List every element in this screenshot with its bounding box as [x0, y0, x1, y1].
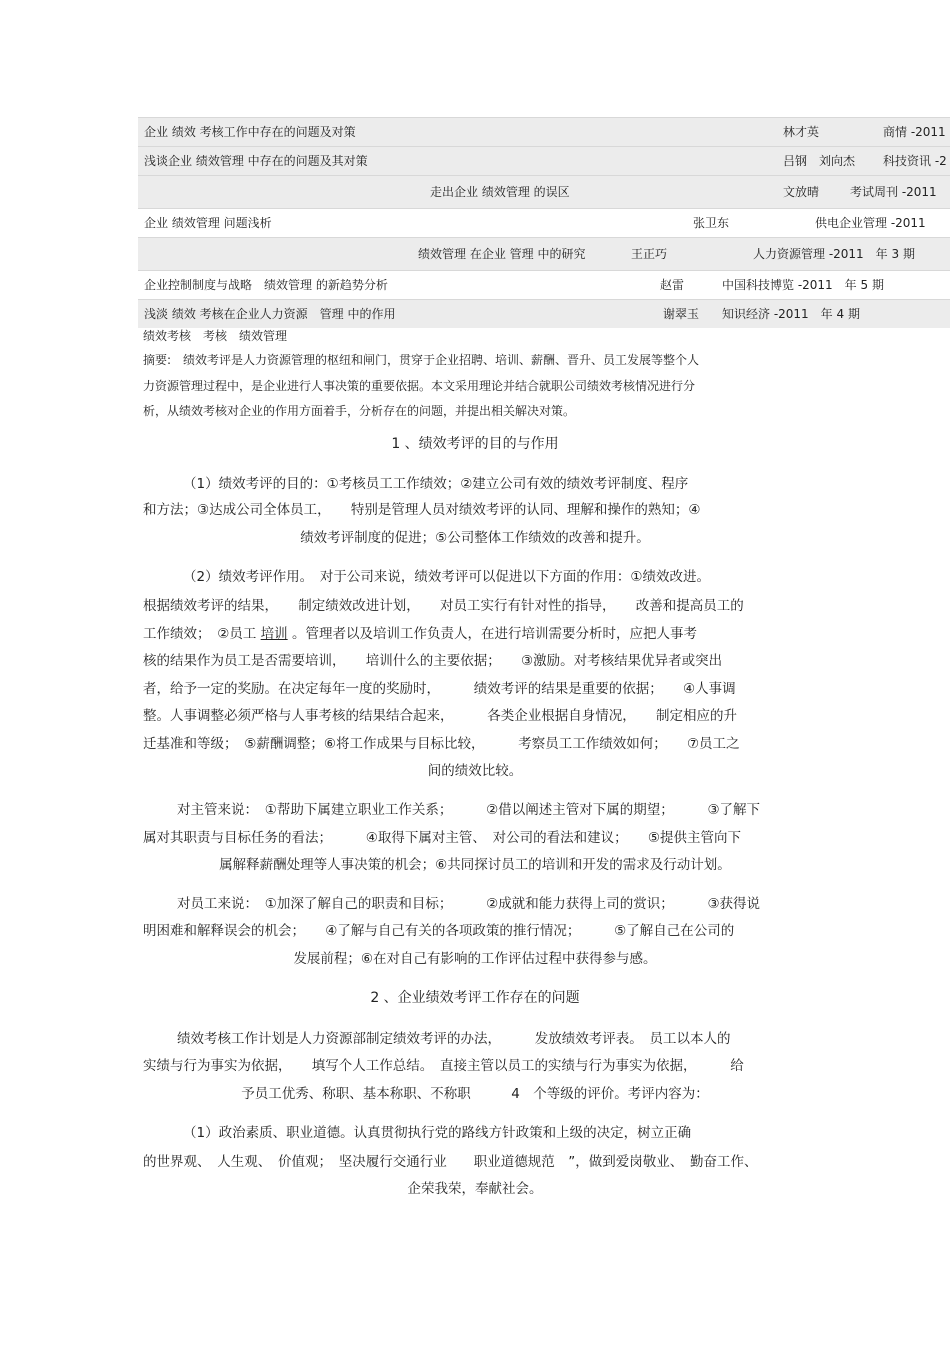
reference-row: [138, 299, 950, 328]
reference-source: 商情 -2011: [883, 125, 946, 139]
paragraph-line: 整。人事调整必须严格与人事考核的结果结合起来， 各类企业根据自身情况， 制定相应的升: [143, 708, 737, 724]
paragraph-line: 和方法；③达成公司全体员工， 特别是管理人员对绩效考评的认同、理解和操作的熟知；④: [143, 502, 701, 518]
text-run: 工作绩效； ②员工: [143, 626, 261, 642]
reference-author: 谢翠玉: [663, 307, 700, 321]
paragraph-line: （1）政治素质、职业道德。认真贯彻执行党的路线方针政策和上级的决定，树立正确: [183, 1125, 692, 1141]
reference-row: [138, 175, 950, 208]
reference-author: 吕钢 刘向杰: [783, 154, 856, 168]
reference-row: [138, 237, 950, 270]
reference-source: 供电企业管理 -2011: [815, 216, 926, 230]
paragraph-line: 明困难和解释误会的机会； ④了解与自己有关的各项政策的推行情况； ⑤了解自己在公司的: [143, 923, 735, 939]
paragraph-line: 迁基准和等级； ⑤薪酬调整；⑥将工作成果与目标比较， 考察员工工作绩效如何； ⑦员工之: [143, 736, 740, 752]
reference-author: 王正巧: [631, 247, 668, 261]
text-run: 。管理者以及培训工作负责人，在进行培训需要分析时，应把人事考: [287, 626, 697, 642]
paragraph-line: 实绩与行为事实为依据， 填写个人工作总结。 直接主管以员工的实绩与行为事实为依据， 给: [143, 1058, 744, 1074]
paragraph-line: （2）绩效考评作用。 对于公司来说，绩效考评可以促进以下方面的作用：①绩效改进。: [183, 569, 710, 585]
reference-source: 知识经济 -2011 年 4 期: [722, 307, 860, 321]
paragraph-line: 者，给予一定的奖励。在决定每年一度的奖励时， 绩效考评的结果是重要的依据； ④人事调: [143, 681, 736, 697]
paragraph-line: 予员工优秀、称职、基本称职、不称职 4 个等级的评价。考评内容为：: [241, 1086, 709, 1102]
reference-title: 浅淡 绩效 考核在企业人力资源 管理 中的作用: [144, 307, 396, 321]
paragraph-line: 对主管来说： ①帮助下属建立职业工作关系； ②借以阐述主管对下属的期望； ③了解下: [177, 802, 761, 818]
reference-source: 中国科技博览 -2011 年 5 期: [722, 278, 884, 292]
reference-author: 文放晴: [783, 185, 820, 199]
paragraph-line: 绩效考核工作计划是人力资源部制定绩效考评的办法， 发放绩效考评表。 员工以本人的: [177, 1031, 731, 1047]
reference-title: 走出企业 绩效管理 的误区: [430, 185, 570, 199]
reference-source: 科技资讯 -2: [883, 154, 947, 168]
reference-author: 赵雷: [660, 278, 685, 292]
paragraph-line: 间的绩效比较。: [427, 763, 523, 779]
reference-author: 林才英: [783, 125, 820, 139]
paragraph-line: 企荣我荣，奉献社会。: [407, 1181, 543, 1197]
reference-row: [138, 208, 950, 237]
paragraph-line: 发展前程；⑥在对自己有影响的工作评估过程中获得参与感。: [293, 951, 657, 967]
paragraph-line: 根据绩效考评的结果， 制定绩效改进计划， 对员工实行有针对性的指导， 改善和提高员工的: [143, 598, 744, 614]
paragraph-line: 对员工来说： ①加深了解自己的职责和目标； ②成就和能力获得上司的赏识； ③获得说: [177, 896, 761, 912]
training-link[interactable]: 培训: [260, 626, 288, 642]
reference-author: 张卫东: [693, 216, 730, 230]
keywords: 绩效考核 考核 绩效管理: [143, 329, 288, 343]
reference-source: 考试周刊 -2011: [850, 185, 937, 199]
reference-title: 浅谈企业 绩效管理 中存在的问题及其对策: [144, 154, 368, 168]
reference-row: [138, 270, 950, 299]
reference-title: 企业控制制度与战略 绩效管理 的新趋势分析: [144, 278, 388, 292]
paragraph-line: （1）绩效考评的目的：①考核员工工作绩效；②建立公司有效的绩效考评制度、程序: [183, 476, 689, 492]
reference-row: [138, 146, 950, 175]
paragraph-line: 属解释薪酬处理等人事决策的机会；⑥共同探讨员工的培训和开发的需求及行动计划。: [219, 857, 731, 873]
paragraph-line: 的世界观、 人生观、 价值观； 坚决履行交通行业 职业道德规范 ”，做到爱岗敬业、 勤奋工作、: [143, 1154, 758, 1170]
reference-title: 绩效管理 在企业 管理 中的研究: [418, 247, 586, 261]
abstract-line: 析，从绩效考核对企业的作用方面着手，分析存在的问题，并提出相关解决对策。: [143, 404, 576, 418]
paragraph-line: 核的结果作为员工是否需要培训， 培训什么的主要依据； ③激励。对考核结果优异者或突出: [143, 653, 723, 669]
paragraph-line: [143, 622, 697, 642]
section-heading: 1 、绩效考评的目的与作用: [391, 436, 559, 452]
section-heading: 2 、企业绩效考评工作存在的问题: [370, 990, 580, 1006]
abstract-line: 力资源管理过程中，是企业进行人事决策的重要依据。本文采用理论并结合就职公司绩效考核情况进行分: [143, 379, 696, 393]
reference-title: 企业 绩效 考核工作中存在的问题及对策: [144, 125, 356, 139]
reference-row: [138, 117, 950, 146]
paragraph-line: 绩效考评制度的促进；⑤公司整体工作绩效的改善和提升。: [300, 530, 650, 546]
reference-source: 人力资源管理 -2011 年 3 期: [753, 247, 915, 261]
reference-title: 企业 绩效管理 问题浅析: [144, 216, 272, 230]
paragraph-line: 属对其职责与目标任务的看法； ④取得下属对主管、 对公司的看法和建议； ⑤提供主管向下: [143, 830, 741, 846]
reference-table: [138, 117, 950, 328]
abstract-line: 摘要: 绩效考评是人力资源管理的枢纽和闸门，贯穿于企业招聘、培训、薪酬、晋升、员工发展等整个人: [143, 353, 700, 367]
